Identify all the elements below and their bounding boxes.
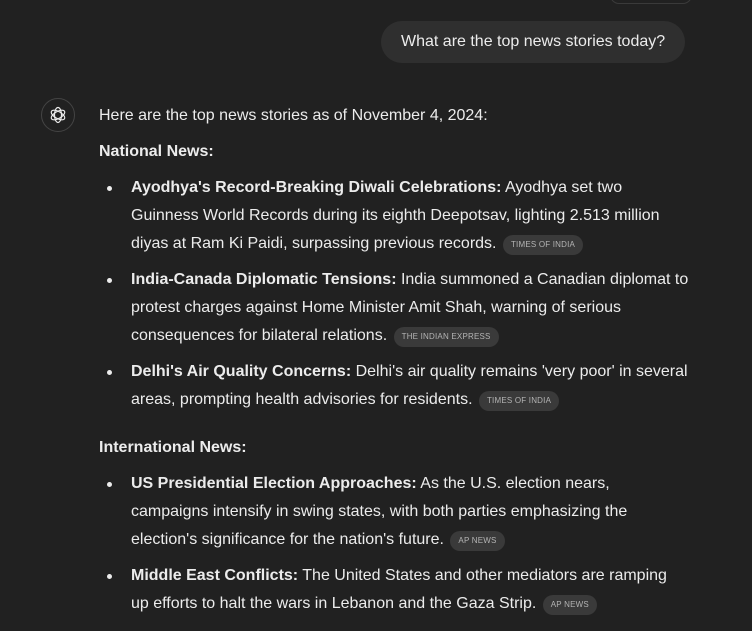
- news-headline: Middle East Conflicts:: [131, 567, 299, 584]
- source-link-pill[interactable]: THE INDIAN EXPRESS: [394, 327, 499, 347]
- news-item: [99, 266, 689, 350]
- news-item: [99, 174, 689, 258]
- source-link-pill[interactable]: TIMES OF INDIA: [479, 391, 559, 411]
- news-headline: India-Canada Diplomatic Tensions:: [131, 271, 397, 288]
- news-body: Ayodhya set two Guinness World Records during its eighth Deepotsav, lighting 2.513 million diyas at Ram Ki Paidi, surpassing previous records.: [131, 179, 660, 252]
- source-link-pill[interactable]: AP NEWS: [543, 595, 597, 615]
- news-body: Delhi's air quality remains 'very poor' in several areas, prompting health advisories for residents.: [131, 363, 688, 408]
- assistant-avatar: [41, 98, 75, 132]
- news-headline: Delhi's Air Quality Concerns:: [131, 363, 352, 380]
- assistant-response: [99, 102, 689, 626]
- openai-logo-icon: [48, 105, 68, 125]
- news-body: As the U.S. election nears, campaigns intensify in swing states, with both parties emphasizing the election's significance for the nation's future.: [131, 475, 628, 548]
- news-headline: Ayodhya's Record-Breaking Diwali Celebrations:: [131, 179, 502, 196]
- national-news-list: [99, 174, 689, 414]
- source-link-pill[interactable]: AP NEWS: [450, 531, 504, 551]
- user-message-text: What are the top news stories today?: [401, 33, 666, 50]
- source-link-pill[interactable]: TIMES OF INDIA: [503, 235, 583, 255]
- news-item: [99, 358, 689, 414]
- news-body: India summoned a Canadian diplomat to protest charges against Home Minister Amit Shah, warning of serious consequences for bilateral relations.: [131, 271, 689, 344]
- section-title-international: International News:: [99, 439, 247, 456]
- news-item: [99, 470, 689, 554]
- news-item: [99, 562, 689, 618]
- user-message-bubble: [381, 21, 685, 63]
- response-intro: Here are the top news stories as of November 4, 2024:: [99, 107, 488, 124]
- previous-message-action-pill[interactable]: [610, 0, 692, 4]
- international-news-list: [99, 470, 689, 618]
- news-headline: US Presidential Election Approaches:: [131, 475, 417, 492]
- news-body: The United States and other mediators are ramping up efforts to halt the wars in Lebanon and the Gaza Strip.: [131, 567, 667, 612]
- section-title-national: National News:: [99, 143, 214, 160]
